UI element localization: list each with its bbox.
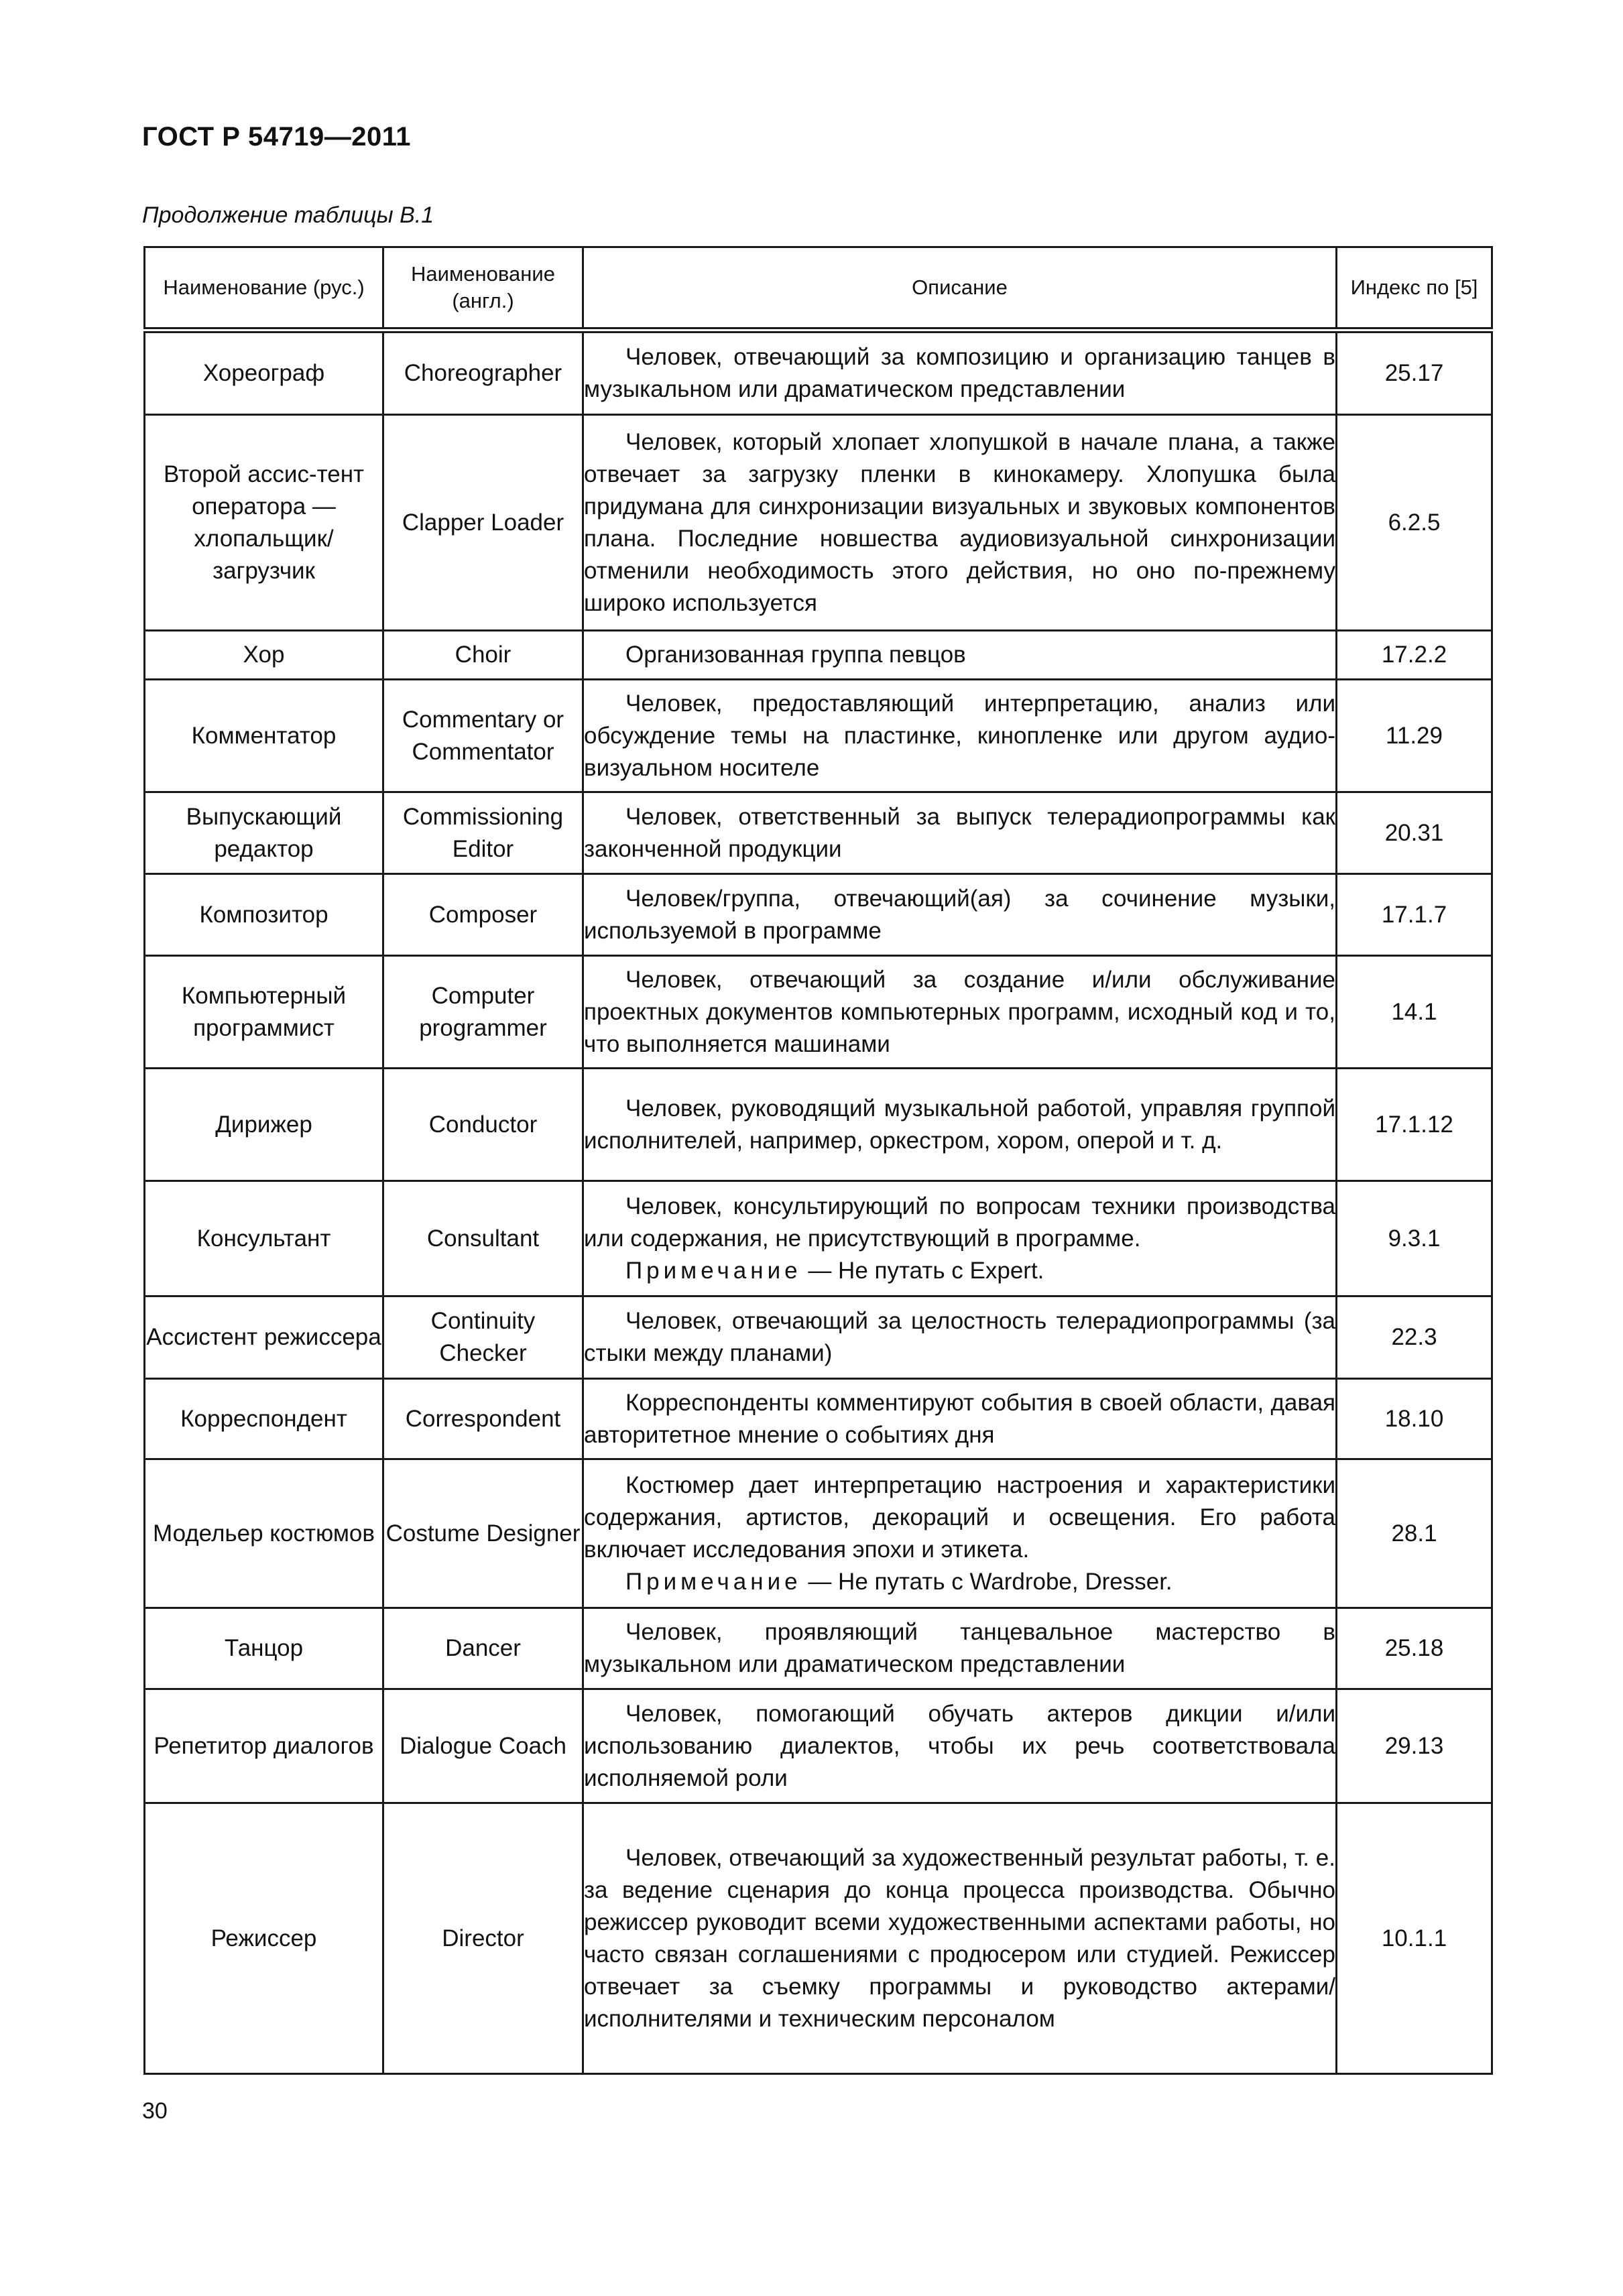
cell-en-name: Choir: [383, 631, 583, 680]
cell-ru-name: Ассистент режиссера: [145, 1296, 383, 1379]
cell-index: 17.1.7: [1337, 874, 1492, 956]
cell-description: [583, 1069, 1337, 1181]
cell-index: 14.1: [1337, 956, 1492, 1069]
description-text: Человек, который хлопает хлопушкой в начале плана, а также отвечает за загрузку пленки в кинокамеру. Хлопушка была придумана для синхронизации визуальных и звуковых компонентов плана. Последние новшества аудиовизуальной синхронизации отменили необходимость этого действия, но оно по-прежнему широко используется: [584, 428, 1335, 616]
cell-description: [583, 631, 1337, 680]
cell-description: [583, 1608, 1337, 1689]
description-text: Человек, отвечающий за композицию и организацию танцев в музыкальном или драматическом представлении: [584, 344, 1335, 402]
cell-index: 9.3.1: [1337, 1181, 1492, 1296]
cell-index: 17.1.12: [1337, 1069, 1492, 1181]
cell-ru-name: Модельер костюмов: [145, 1459, 383, 1608]
cell-description: [583, 874, 1337, 956]
cell-index: 25.17: [1337, 330, 1492, 415]
table-caption: Продолжение таблицы В.1: [142, 202, 434, 228]
cell-en-name: Commentary or Commentator: [383, 680, 583, 792]
cell-ru-name: Хор: [145, 631, 383, 680]
page-number: 30: [142, 2098, 168, 2124]
roles-table: [143, 246, 1493, 2075]
cell-description: [583, 330, 1337, 415]
cell-index: 28.1: [1337, 1459, 1492, 1608]
table-row: [145, 1181, 1492, 1296]
cell-en-name: Composer: [383, 874, 583, 956]
cell-ru-name: Комментатор: [145, 680, 383, 792]
cell-en-name: Clapper Loader: [383, 415, 583, 631]
description-text: Человек, руководящий музыкальной работой, управляя группой исполнителей, например, оркестром, хором, оперой и т. д.: [584, 1095, 1335, 1154]
description-note: [584, 1566, 1335, 1598]
column-header-index: Индекс по [5]: [1337, 247, 1492, 330]
table-row: [145, 956, 1492, 1069]
cell-description: [583, 792, 1337, 874]
description-text: Человек, помогающий обучать актеров дикции и/или использованию диалектов, чтобы их речь соответствовала исполняемой роли: [584, 1700, 1335, 1791]
cell-index: 6.2.5: [1337, 415, 1492, 631]
cell-index: 25.18: [1337, 1608, 1492, 1689]
cell-en-name: Correspondent: [383, 1379, 583, 1459]
description-text: Человек, ответственный за выпуск телерадиопрограммы как законченной продукции: [584, 803, 1335, 862]
description-text: Организованная группа певцов: [625, 642, 966, 668]
cell-en-name: Dialogue Coach: [383, 1689, 583, 1803]
cell-index: 17.2.2: [1337, 631, 1492, 680]
table-row: [145, 631, 1492, 680]
table-row: [145, 792, 1492, 874]
cell-ru-name: Хореограф: [145, 330, 383, 415]
cell-ru-name: Танцор: [145, 1608, 383, 1689]
description-text: Человек, консультирующий по вопросам техники производства или содержания, не присутствующий в программе.: [584, 1193, 1335, 1252]
table-row: [145, 1459, 1492, 1608]
description-text: Человек, проявляющий танцевальное мастерство в музыкальном или драматическом представлении: [584, 1619, 1335, 1677]
cell-index: 29.13: [1337, 1689, 1492, 1803]
cell-en-name: Director: [383, 1803, 583, 2074]
cell-en-name: Choreographer: [383, 330, 583, 415]
cell-ru-name: Режиссер: [145, 1803, 383, 2074]
note-label: Примечание: [625, 1568, 802, 1595]
cell-index: 20.31: [1337, 792, 1492, 874]
description-text: Человек/группа, отвечающий(ая) за сочинение музыки, используемой в программе: [584, 885, 1335, 944]
cell-ru-name: Консультант: [145, 1181, 383, 1296]
cell-en-name: Continuity Checker: [383, 1296, 583, 1379]
note-label: Примечание: [625, 1257, 802, 1284]
cell-index: 11.29: [1337, 680, 1492, 792]
cell-index: 18.10: [1337, 1379, 1492, 1459]
note-text: — Не путать с Expert.: [801, 1257, 1044, 1284]
table-row: [145, 1296, 1492, 1379]
cell-index: 10.1.1: [1337, 1803, 1492, 2074]
cell-ru-name: Композитор: [145, 874, 383, 956]
description-text: Человек, отвечающий за целостность телерадиопрограммы (за стыки между планами): [584, 1308, 1335, 1366]
table-row: [145, 1379, 1492, 1459]
description-text: Человек, предоставляющий интерпретацию, анализ или обсуждение темы на пластинке, кинопленке или другом аудио-визуальном носителе: [584, 690, 1335, 781]
description-text: Человек, отвечающий за создание и/или обслуживание проектных документов компьютерных программ, исходный код и то, что выполняется машинами: [584, 966, 1335, 1057]
cell-en-name: Consultant: [383, 1181, 583, 1296]
table-row: [145, 1069, 1492, 1181]
cell-description: [583, 1181, 1337, 1296]
cell-description: [583, 415, 1337, 631]
description-text: Костюмер дает интерпретацию настроения и характеристики содержания, артистов, декораций и освещения. Его работа включает исследования эпохи и этикета.: [584, 1471, 1335, 1563]
cell-index: 22.3: [1337, 1296, 1492, 1379]
cell-en-name: Commissioning Editor: [383, 792, 583, 874]
column-header-ru: Наименование (рус.): [145, 247, 383, 330]
column-header-en: Наименование (англ.): [383, 247, 583, 330]
column-header-description: Описание: [583, 247, 1337, 330]
description-text: Корреспонденты комментируют события в своей области, давая авторитетное мнение о событиях дня: [584, 1389, 1335, 1448]
description-note: [584, 1255, 1335, 1287]
cell-ru-name: Второй ассис-тент оператора — хлопальщик/ загрузчик: [145, 415, 383, 631]
cell-description: [583, 1803, 1337, 2074]
cell-description: [583, 1296, 1337, 1379]
cell-description: [583, 956, 1337, 1069]
cell-ru-name: Дирижер: [145, 1069, 383, 1181]
note-text: — Не путать с Wardrobe, Dresser.: [801, 1568, 1173, 1595]
cell-en-name: Computer programmer: [383, 956, 583, 1069]
table-row: [145, 1803, 1492, 2074]
cell-ru-name: Компьютерный программист: [145, 956, 383, 1069]
cell-description: [583, 1379, 1337, 1459]
table-header-row: [145, 247, 1492, 330]
document-code: ГОСТ Р 54719—2011: [142, 122, 411, 152]
table-row: [145, 415, 1492, 631]
cell-en-name: Costume Designer: [383, 1459, 583, 1608]
cell-ru-name: Выпускающий редактор: [145, 792, 383, 874]
description-text: Человек, отвечающий за художественный результат работы, т. е. за ведение сценария до конца процесса производства. Обычно режиссер руководит всеми художественными аспектами работы, но часто связан соглашениями с продюсером или студией. Режиссер отвечает за съемку программы и руководство актерами/исполнителями и техническим персоналом: [584, 1844, 1335, 2032]
table-row: [145, 1608, 1492, 1689]
cell-en-name: Dancer: [383, 1608, 583, 1689]
table-row: [145, 330, 1492, 415]
table-row: [145, 874, 1492, 956]
cell-en-name: Conductor: [383, 1069, 583, 1181]
cell-description: [583, 1459, 1337, 1608]
cell-description: [583, 1689, 1337, 1803]
cell-description: [583, 680, 1337, 792]
cell-ru-name: Корреспондент: [145, 1379, 383, 1459]
table-row: [145, 1689, 1492, 1803]
table-row: [145, 680, 1492, 792]
cell-ru-name: Репетитор диалогов: [145, 1689, 383, 1803]
